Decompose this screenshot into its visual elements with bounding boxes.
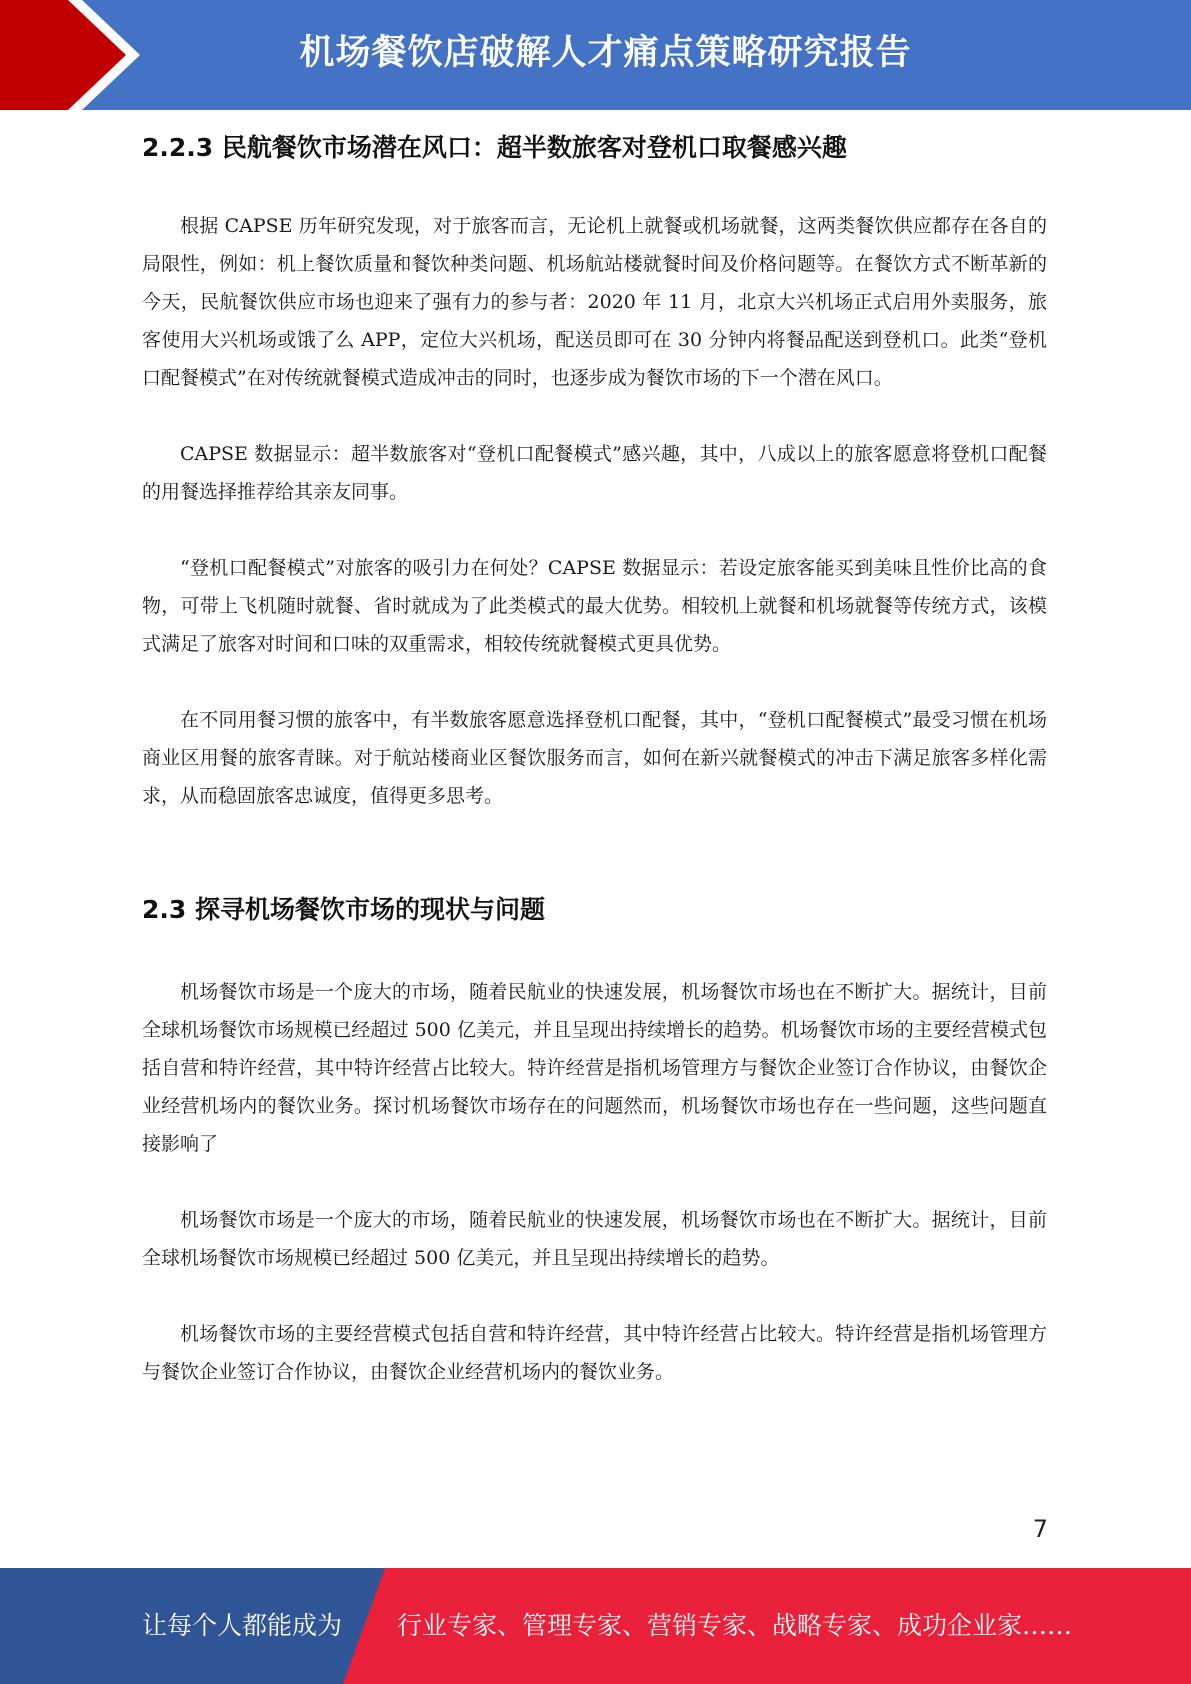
- page-header: [0, 0, 1191, 110]
- paragraph: 机场餐饮市场是一个庞大的市场，随着民航业的快速发展，机场餐饮市场也在不断扩大。据统计，目前全球机场餐饮市场规模已经超过 500 亿美元，并且呈现出持续增长的趋势。机场餐饮市场的主要经营模式包括自营和特许经营，其中特许经营占比较大。特许经营是指机场管理方与餐饮企业签订合作协议，由餐饮企业经营机场内的餐饮业务。探讨机场餐饮市场存在的问题然而，机场餐饮市场也存在一些问题，这些问题直接影响了: [142, 981, 1047, 1155]
- document-body: [142, 122, 1047, 1429]
- page-footer: [0, 1568, 1191, 1684]
- paragraph: 机场餐饮市场的主要经营模式包括自营和特许经营，其中特许经营占比较大。特许经营是指机场管理方与餐饮企业签订合作协议，由餐饮企业经营机场内的餐饮业务。: [142, 1323, 1047, 1383]
- paragraph: CAPSE 数据显示：超半数旅客对“登机口配餐模式”感兴趣，其中，八成以上的旅客愿意将登机口配餐的用餐选择推荐给其亲友同事。: [142, 443, 1047, 503]
- paragraph: “登机口配餐模式”对旅客的吸引力在何处？CAPSE 数据显示：若设定旅客能买到美味且性价比高的食物，可带上飞机随时就餐、省时就成为了此类模式的最大优势。相较机上就餐和机场就餐等传统方式，该模式满足了旅客对时间和口味的双重需求，相较传统就餐模式更具优势。: [142, 557, 1047, 655]
- report-title: 机场餐饮店破解人才痛点策略研究报告: [299, 33, 912, 73]
- page-number: 7: [1032, 1515, 1048, 1543]
- paragraph: 根据 CAPSE 历年研究发现，对于旅客而言，无论机上就餐或机场就餐，这两类餐饮供应都存在各自的局限性，例如：机上餐饮质量和餐饮种类问题、机场航站楼就餐时间及价格问题等。在餐饮方式不断革新的今天，民航餐饮供应市场也迎来了强有力的参与者：2020 年 11 月，北京大兴机场正式启用外卖服务，旅客使用大兴机场或饿了么 APP，定位大兴机场，配送员即可在 30 分钟内将餐品配送到登机口。此类“登机口配餐模式”在对传统就餐模式造成冲击的同时，也逐步成为餐饮市场的下一个潜在风口。: [142, 215, 1047, 389]
- section-heading-2-2-3: 2.2.3 民航餐饮市场潜在风口：超半数旅客对登机口取餐感兴趣: [142, 133, 847, 162]
- header-chevron-decoration: [0, 0, 150, 110]
- section-heading-2-3: 2.3 探寻机场餐饮市场的现状与问题: [142, 895, 545, 924]
- paragraph: 机场餐饮市场是一个庞大的市场，随着民航业的快速发展，机场餐饮市场也在不断扩大。据统计，目前全球机场餐饮市场规模已经超过 500 亿美元，并且呈现出持续增长的趋势。: [142, 1209, 1047, 1269]
- footer-slogan-right: 行业专家、管理专家、营销专家、战略专家、成功企业家……: [397, 1611, 1073, 1640]
- footer-slogan-left: 让每个人都能成为: [142, 1611, 343, 1640]
- paragraph: 在不同用餐习惯的旅客中，有半数旅客愿意选择登机口配餐，其中，“登机口配餐模式”最受习惯在机场商业区用餐的旅客青睐。对于航站楼商业区餐饮服务而言，如何在新兴就餐模式的冲击下满足旅客多样化需求，从而稳固旅客忠诚度，值得更多思考。: [142, 709, 1047, 807]
